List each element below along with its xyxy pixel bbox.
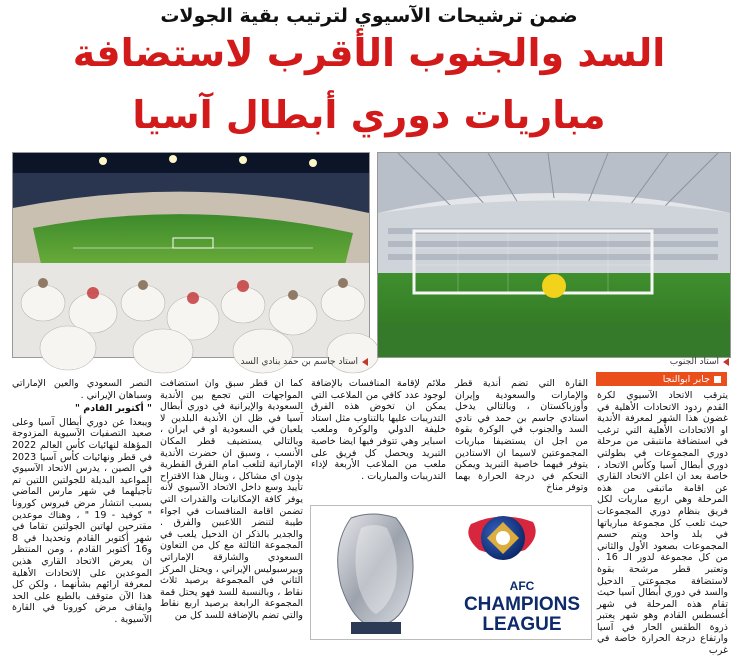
afc-champions-league-logo (310, 505, 592, 640)
article-column-1 (597, 390, 728, 657)
column-2-text: القارة التي تضم أندية قطر والإمارات والسعودية وإيران وأوزباكستان ، وبالتالي يدخل استادي جاسم بن حمد في نادي السد والجنوب في الوكرة بقوة من اجل ان يستضيفا مباريات المجموعتين لاسيما ان الاستادين يتوفر فيهما خاصية التبريد ويمكن التحكم في درجة الحرارة بهما وتوفر مناخ (455, 378, 588, 494)
photo-stadium-crowd (12, 152, 370, 358)
column-1-text: يترقب الاتحاد الآسيوي لكرة القدم ردود الاتحادات الأهلية في غضون هذا الشهر لمعرفة الأندية او الاتحادات الأهلية التي ترغب في استضافة مانتبقى من مرحلة دوري المجموعات في بطولتي دوري أبطال آسيا وكأس الاتحاد ، خاصة بعد ان اعلن الاتحاد القاري عن اقامة ماتبقى من هذه المرحلة وهي اربع مباريات لكل فريق بنظام دوري المجموعات حيث تلعب كل مجموعة مبارياتها في بلد واحد ويتم حسم المجموعات بصعود الأول والثاني من كل مجموعة لدور الـ 16 . وتعتبر قطر مرشحة بقوة لاستضافة مجموعتي الدحيل والسد في دوري أبطال آسيا حيث تقام هذه المرحلة في شهر أغسطس القادم وهو شهر يعتبر ذروة الطقس الحار في آسيا وارتفاع درجة الحرارة خاصة في غرب (597, 390, 728, 657)
column-4-text: كما ان قطر سبق وان استضافت المواجهات التي تجمع بين الأندية السعودية والإيرانية في دوري أبطال آسيا في ظل ان الأندية البلدين لا يلعبان في السعودية او في ايران ، وبالتالي يستضيف قطر المكان الأنسب ، وسبق ان حضرت الأندية الإماراتية لتلعب امام الفرق القطرية بدون اي مشاكل ، وبنال هذا الاقتراح تأييد وسع داخل الاتحاد الآسيوي لأنه يوفر كافة الإمكانيات والقدرات التي تضمن اقامة المنافسات في اجواء طيبة لتنضر اللاعبين والفرق . والجدير بالذكر ان الدحيل يلعب في المجموعة الثالثة مع كل من التعاون السعودي والشارقة الإماراتي وبيرسبوليس الإيراني ، ويحتل المركز الثاني في المجموعة برصيد ثلاث نقاط ، وبالنسبة للسد فهو يحتل قمة المجموعة الرابعة برصيد اربع نقاط والتي تضم بالإضافة للسد كل من (160, 378, 303, 621)
byline-square-icon (714, 376, 721, 383)
afc-logo-graphic (311, 506, 591, 639)
headline-line-1: السد والجنوب الأقرب لاستضافة (72, 31, 666, 75)
afc-logo-line-2: CHAMPIONS (463, 594, 581, 615)
caption-left (200, 357, 368, 367)
kicker: ضمن ترشيحات الآسيوي لترتيب بقية الجولات (160, 5, 578, 27)
byline-text: جابر ابوالنجا (662, 373, 710, 385)
column-5-intro: النصر السعودي والعين الإماراتي وسباهان الإيراني . (12, 378, 152, 401)
caption-right (377, 357, 729, 367)
column-3-text: ملائم لإقامة المنافسات بالإضافة لوجود عدد كافي من الملاعب التي يمكن ان تخوض هذه الفرق التدريبات عليها بالتناوب مثل استاد خليفة الدولي والوكرة وملعب اسباير وهي تتوفر فيها ايضا خاصية التبريد ويحصل كل فريق على ملعب من الملاعب الأربعة لإداء التدريبات والمباريات . (311, 378, 446, 482)
column-5-text: ويبعدا عن دوري أبطال آسيا وعلى صعيد التصفيات الآسيوية المزدوجة المؤهلة لنهائيات كأس العالم 2022 في قطر ونهائيات كأس آسيا 2023 في الصين ، يدرس الاتحاد الآسيوي المواعيد البديلة للجولتين اللتين تم تأجيلهما في شهر مارس الماضي بسبب انتشار مرض فيروس كورونا " كوفيد - 19 " ، وهناك موعدين مقترحين لهاتين الجولتين تقاما في شهر أكتوبر القادم وتحديدا في 8 و16 أكتوبر القادم ، ومن المنتظر ان يعرض الاتحاد القاري هذين الموعدين على الاتحادات الأهلية لمعرفة ارائهم بشأنهما ، ولكن كل هذا الآن متوقف بالطبع على الحد وايقاف مرض كورونا في القارة الآسيوية . (12, 416, 153, 625)
column-5-subheading: " أكتوبر القادم " (75, 403, 152, 415)
article-column-3 (311, 378, 446, 506)
caption-marker-icon (723, 358, 729, 366)
afc-logo-line-1: AFC (509, 579, 535, 593)
byline (596, 372, 727, 386)
caption-marker-icon (362, 358, 368, 366)
afc-logo-line-3: LEAGUE (482, 614, 562, 635)
article-column-5 (12, 378, 152, 638)
article-column-4 (160, 378, 303, 638)
photo-stadium-pitch (377, 152, 731, 358)
headline-line-2: مباريات دوري أبطال آسيا (132, 93, 606, 137)
caption-right-text: استاد الجنوب (669, 357, 719, 367)
article-column-2 (455, 378, 588, 506)
caption-left-text: استاد جاسم بن حمد بنادي السد (240, 357, 358, 367)
